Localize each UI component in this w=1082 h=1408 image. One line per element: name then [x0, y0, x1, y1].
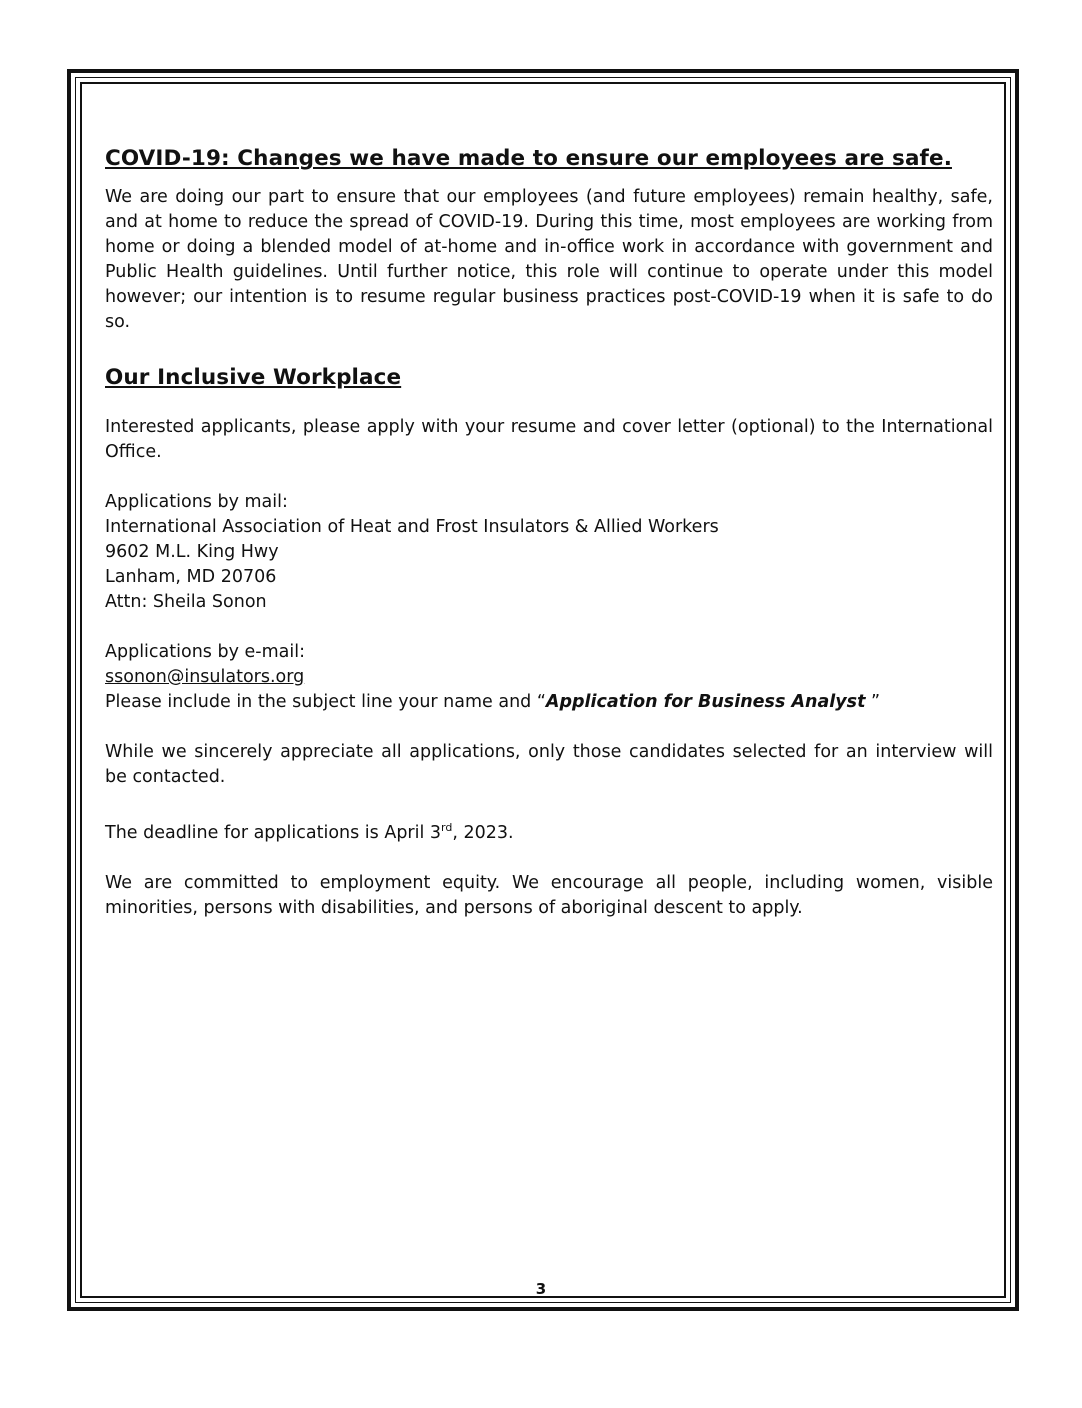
document-body	[105, 146, 993, 921]
mail-address-block	[105, 490, 993, 615]
covid-heading: COVID-19: Changes we have made to ensure our employees are safe.	[105, 146, 952, 171]
subject-suffix: ”	[865, 692, 881, 712]
mail-city: Lanham, MD 20706	[105, 567, 277, 587]
deadline-prefix: The deadline for applications is April 3	[105, 822, 442, 843]
covid-paragraph: We are doing our part to ensure that our employees (and future employees) remain healthy, safe, and at home to reduce the spread of COVID-19. During this time, most employees are working from home or doing a blended model of at-home and in-office work in accordance with government and Public Health guidelines. Until further notice, this role will continue to operate under this model however; our intention is to resume regular business practices post-COVID-19 when it is safe to do so.	[105, 187, 993, 332]
subject-prefix: Please include in the subject line your name and “	[105, 692, 546, 712]
email-subject-instruction	[105, 690, 993, 715]
mail-organization: International Association of Heat and Frost Insulators & Allied Workers	[105, 517, 719, 537]
mail-label: Applications by mail:	[105, 492, 288, 512]
contact-note: While we sincerely appreciate all applications, only those candidates selected for an interview will be contacted.	[105, 742, 993, 787]
subject-title: Application for Business Analyst	[545, 692, 866, 712]
inclusive-workplace-heading: Our Inclusive Workplace	[105, 365, 402, 390]
email-label: Applications by e-mail:	[105, 642, 305, 662]
deadline-suffix: , 2023.	[452, 822, 514, 843]
deadline-ordinal: rd	[441, 821, 453, 834]
email-link[interactable]: ssonon@insulators.org	[105, 667, 305, 687]
equity-statement: We are committed to employment equity. We encourage all people, including women, visible minorities, persons with disabilities, and persons of aboriginal descent to apply.	[105, 872, 993, 918]
mail-attention: Attn: Sheila Sonon	[105, 592, 267, 612]
page-number: 3	[535, 1280, 547, 1298]
mail-street: 9602 M.L. King Hwy	[105, 542, 279, 562]
deadline	[105, 815, 993, 846]
apply-intro: Interested applicants, please apply with your resume and cover letter (optional) to the International Office.	[105, 417, 993, 462]
email-block	[105, 640, 993, 715]
